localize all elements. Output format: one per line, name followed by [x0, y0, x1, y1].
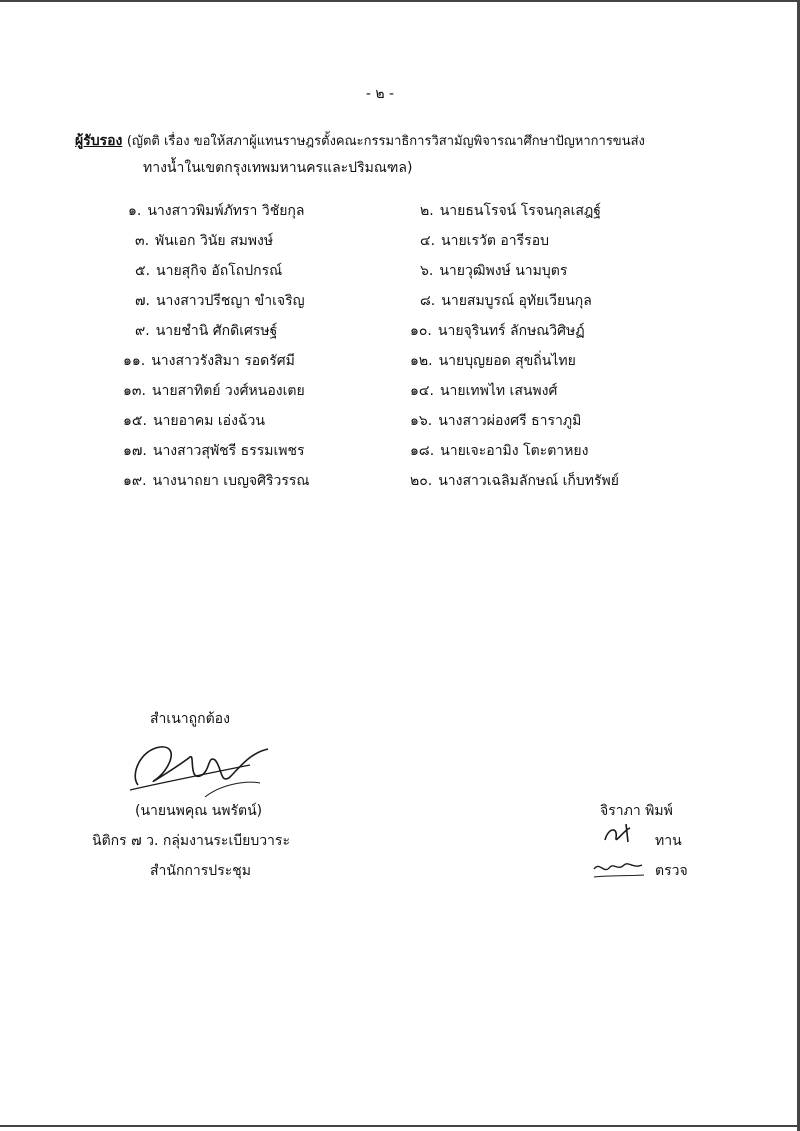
list-item: ๑๑. นางสาวรังสิมา รอดรัศมี [123, 353, 295, 369]
certified-title: สำเนาถูกต้อง [150, 711, 230, 727]
list-item: ๑๐. นายจุรินทร์ ลักษณวิศิษฏ์ [410, 323, 585, 339]
list-item: ๙. นายชำนิ ศักดิเศรษฐ์ [135, 323, 278, 339]
list-item: ๘. นายสมบูรณ์ อุทัยเวียนกุล [420, 293, 592, 309]
reviewer-initials [600, 820, 640, 848]
typed-by: จิราภา พิมพ์ [600, 803, 673, 819]
list-item: ๑๓. นายสาทิตย์ วงศ์หนองเตย [123, 383, 305, 399]
list-item: ๑๘. นายเจะอามิง โตะตาหยง [410, 443, 589, 459]
list-item: ๑๗. นางสาวสุพัชรี ธรรมเพชร [123, 443, 305, 459]
check-label: ตรวจ [655, 863, 688, 879]
certifier-office: สำนักการประชุม [150, 863, 251, 879]
certifier-position: นิติกร ๗ ว. กลุ่มงานระเบียบวาระ [92, 833, 290, 849]
list-item: ๔. นายเรวัต อารีรอบ [420, 233, 549, 249]
checker-initials [590, 855, 650, 883]
scan-border-top [0, 0, 800, 2]
list-item: ๕. นายสุกิจ อัถโถปกรณ์ [135, 263, 283, 279]
scan-border-bottom [0, 1125, 800, 1127]
list-item: ๑๖. นางสาวผ่องศรี ธาราภูมิ [410, 413, 582, 429]
endorsement-line-2: ทางน้ำในเขตกรุงเทพมหานครและปริมณฑล) [143, 160, 413, 176]
list-item: ๒. นายธนโรจน์ โรจนกุลเสฎฐ์ [420, 203, 602, 219]
endorsement-line-1 [75, 128, 755, 155]
motion-title: (ญัตติ เรื่อง ขอให้สภาผู้แทนราษฎรตั้งคณะกรรมาธิการวิสามัญพิจารณาศึกษาปัญหาการขนส่ง [126, 134, 645, 149]
list-item: ๗. นางสาวปรีชญา ขำเจริญ [135, 293, 305, 309]
list-item: ๖. นายวุฒิพงษ์ นามบุตร [420, 263, 568, 279]
list-item: ๑๕. นายอาคม เอ่งฉ้วน [123, 413, 265, 429]
signature-image [110, 735, 280, 805]
page-number: - ๒ - [365, 86, 395, 102]
list-item: ๑๙. นางนาถยา เบญจศิริวรรณ [123, 473, 310, 489]
list-item: ๑๔. นายเทพไท เสนพงศ์ [410, 383, 558, 399]
list-item: ๒๐. นางสาวเฉลิมลักษณ์ เก็บทรัพย์ [410, 473, 619, 489]
endorsement-label: ผู้รับรอง [75, 133, 123, 149]
list-item: ๑๒. นายบุญยอด สุขถิ่นไทย [410, 353, 576, 369]
certifier-name: (นายนพคุณ นพรัตน์) [135, 803, 263, 819]
list-item: ๑. นางสาวพิมพ์ภัทรา วิชัยกุล [128, 203, 305, 219]
list-item: ๓. พันเอก วินัย สมพงษ์ [135, 233, 274, 249]
review-label: ทาน [655, 833, 682, 849]
endorsement-header [75, 128, 755, 181]
